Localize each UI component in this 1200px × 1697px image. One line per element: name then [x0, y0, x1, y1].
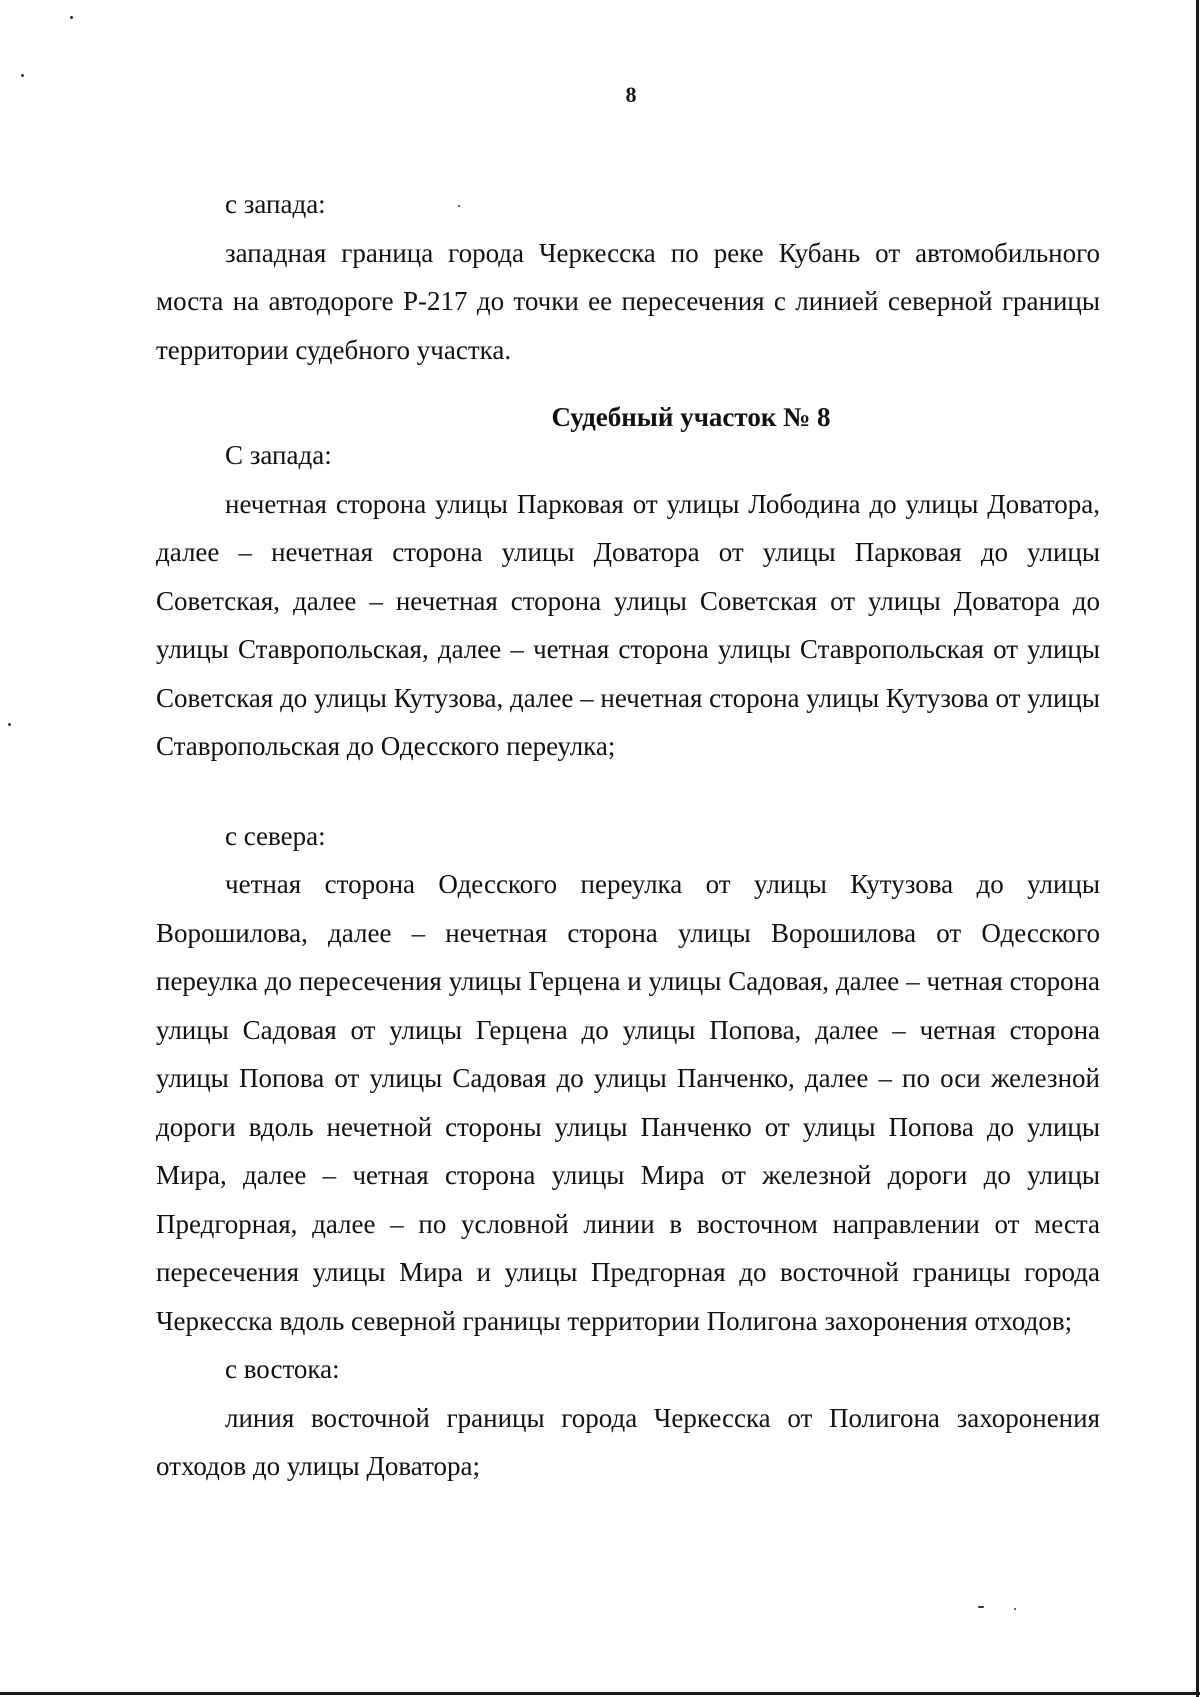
- scan-speck: [8, 723, 11, 726]
- north-boundary-label: с севера:: [225, 820, 326, 851]
- west-boundary-label-prev: с запада:: [225, 189, 326, 219]
- east-boundary-text: линия восточной границы города Черкесска от Полигона захоронения отходов до улицы Доватора;: [156, 1402, 1100, 1481]
- document-body: [156, 180, 1100, 1491]
- east-boundary-label: с востока:: [225, 1354, 340, 1384]
- west-boundary-text: нечетная сторона улицы Парковая от улицы Лободина до улицы Доватора, далее – нечетная сторона улицы Доватора от улицы Парковая до улицы Советская, далее – нечетная сторона улицы Советская от улицы Доватора до улицы Ставропольская, далее – четная сторона улицы Ставропольская от улицы Советская до улицы Кутузова, далее – нечетная сторона улицы Кутузова от улицы Ставропольская до Одесского переулка;: [156, 488, 1100, 761]
- west-boundary-text-prev: западная граница города Черкесска по реке Кубань от автомобильного моста на автодороге Р-217 до точки ее пересечения с линией северной границы территории судебного участка.: [156, 237, 1100, 365]
- page-number: 8: [625, 82, 637, 107]
- section-heading: Судебный участок № 8: [551, 402, 831, 432]
- scan-speck: [21, 74, 24, 77]
- scan-edge-right: [1196, 0, 1199, 1697]
- west-boundary-label: С запада:: [225, 440, 332, 470]
- scan-speck: [978, 1606, 984, 1608]
- scan-speck: [1014, 1608, 1016, 1610]
- scan-speck: [70, 16, 73, 19]
- north-boundary-text: четная сторона Одесского переулка от улицы Кутузова до улицы Ворошилова, далее – нечетная сторона улицы Ворошилова от Одесского переулка до пересечения улицы Герцена и улицы Садовая, далее – четная сторона улицы Садовая от улицы Герцена до улицы Попова, далее – четная сторона улицы Попова от улицы Садовая до улицы Панченко, далее – по оси железной дороги вдоль нечетной стороны улицы Панченко от улицы Попова до улицы Мира, далее – четная сторона улицы Мира от железной дороги до улицы Предгорная, далее – по условной линии в восточном направлении от места пересечения улицы Мира и улицы Предгорная до восточной границы города Черкесска вдоль северной границы территории Полигона захоронения отходов;: [156, 869, 1100, 1336]
- scan-edge-bottom: [0, 1692, 1200, 1695]
